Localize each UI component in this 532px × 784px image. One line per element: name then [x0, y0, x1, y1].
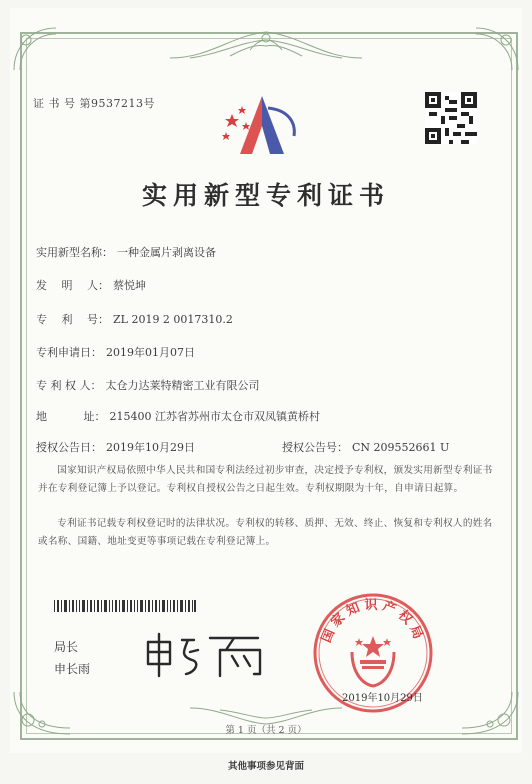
- director-title: 局长: [54, 640, 79, 654]
- field-grant-announcement-number: [282, 439, 449, 455]
- field-application-date: [36, 344, 195, 360]
- director-name: 申长雨: [54, 662, 91, 676]
- field-value: ZL 2019 2 0017310.2: [113, 313, 233, 326]
- back-side-note: 其他事项参见背面: [227, 761, 304, 772]
- corner-ornament-top-right: [474, 26, 520, 72]
- field-value: CN 209552661 U: [352, 441, 450, 454]
- certificate-number: 证 书 号 第9537213号: [33, 97, 155, 110]
- field-label: 实用新型名称：: [36, 246, 113, 259]
- field-utility-model-name: [36, 244, 216, 260]
- field-value: 215400 江苏省苏州市太仓市双凤镇黄桥村: [109, 410, 320, 423]
- field-address: [36, 408, 320, 424]
- seal-date: 2019年10月29日: [342, 693, 423, 704]
- legal-status-paragraph: 专利证书记载专利权登记时的法律状况。专利权的转移、质押、无效、终止、恢复和专利权人的姓名或名称、国籍、地址变更等事项记载在专利登记簿上。: [38, 518, 493, 547]
- page-number: 第 1 页（共 2 页）: [225, 725, 307, 736]
- field-value: 2019年01月07日: [106, 346, 195, 359]
- field-patentee: [36, 377, 260, 393]
- cnipa-logo-icon: [222, 92, 308, 158]
- national-emblem-icon: [352, 636, 394, 686]
- field-label: 专利申请日：: [36, 346, 102, 359]
- field-label: 专 利 权 人：: [36, 379, 102, 392]
- certificate-title: 实用新型专利证书: [141, 181, 390, 210]
- field-label: 发 明 人：: [36, 279, 109, 292]
- director-signature: [140, 630, 272, 680]
- field-value: 太仓力达莱特精密工业有限公司: [105, 379, 260, 392]
- field-label: 授权公告日：: [36, 441, 102, 454]
- field-value: 2019年10月29日: [106, 441, 195, 454]
- field-label: 授权公告号：: [282, 441, 348, 454]
- field-label: 地 址：: [36, 410, 106, 423]
- top-ornament: [170, 28, 362, 62]
- corner-ornament-top-left: [12, 26, 58, 72]
- field-value: 一种金属片剥离设备: [117, 246, 216, 259]
- field-value: 蔡悦坤: [113, 279, 146, 292]
- field-patent-number: [36, 311, 233, 327]
- grant-statement-paragraph: 国家知识产权局依照中华人民共和国专利法经过初步审查，决定授予专利权，颁发实用新型专利证书并在专利登记簿上予以登记。专利权自授权公告之日起生效。专利权期限为十年，自申请日起算。: [38, 465, 493, 494]
- qr-code: [425, 92, 477, 144]
- barcode: [54, 600, 196, 612]
- field-grant-announcement-date: [36, 439, 195, 455]
- seal-text: 国家知识产权局: [319, 598, 427, 645]
- field-label: 专 利 号：: [36, 313, 109, 326]
- field-inventor: [36, 277, 146, 293]
